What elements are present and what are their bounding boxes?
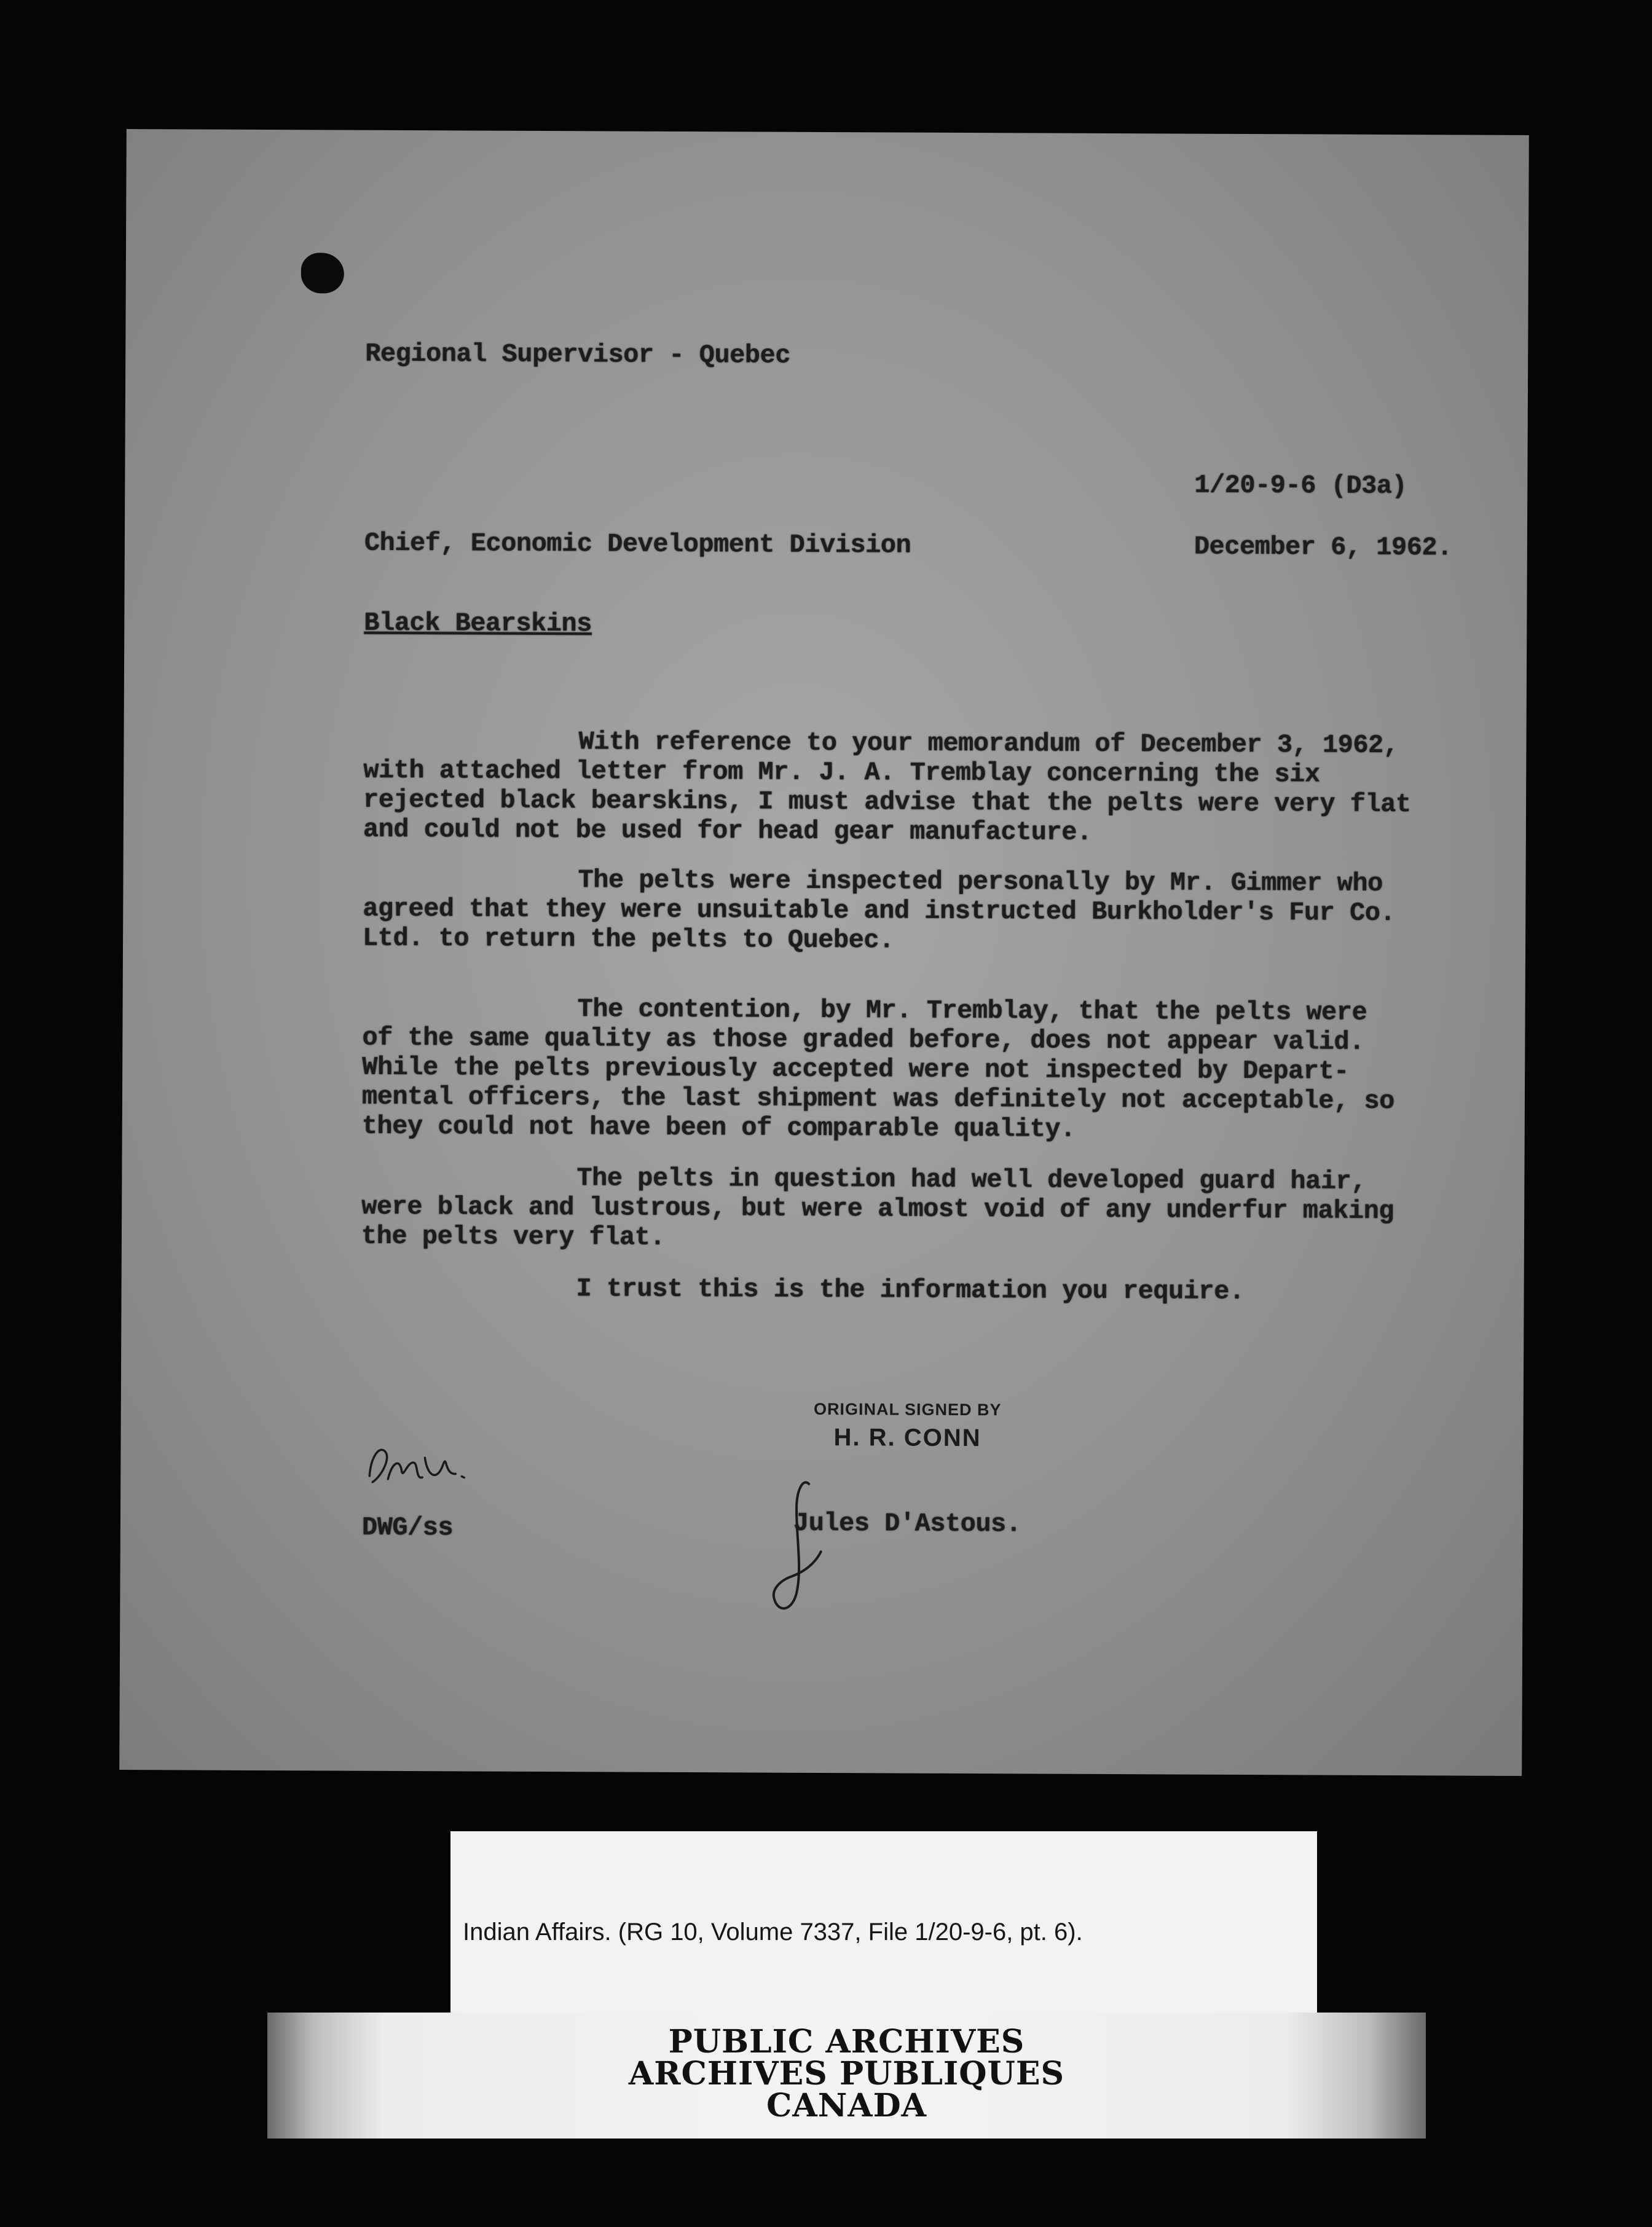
stamp-line-2: H. R. CONN	[833, 1424, 981, 1452]
paragraph-line: of the same quality as those graded before, does not appear valid.	[362, 1023, 1364, 1057]
public-archives-stamp	[267, 2013, 1426, 2139]
paragraph-line: The pelts in question had well developed guard hair,	[576, 1163, 1367, 1196]
paragraph-5	[361, 1273, 1492, 1308]
paragraph-line: The pelts were inspected personally by Mr. Gimmer who	[578, 865, 1383, 898]
paragraph-4	[361, 1163, 1493, 1256]
paragraph-line: and could not be used for head gear manufacture.	[363, 814, 1092, 847]
paragraph-line: While the pelts previously accepted were not inspected by Depart-	[362, 1052, 1350, 1086]
sender-line: Chief, Economic Development Division	[364, 528, 911, 560]
paragraph-line: I trust this is the information you require.	[576, 1274, 1245, 1306]
original-signed-stamp	[753, 1398, 1061, 1456]
recipient-line: Regional Supervisor - Quebec	[365, 339, 791, 371]
paragraph-line: Ltd. to return the pelts to Quebec.	[362, 923, 894, 956]
signatory-name: Jules D'Astous.	[793, 1508, 1021, 1539]
paragraph-3	[362, 994, 1493, 1146]
file-reference: 1/20-9-6 (D3a)	[1194, 470, 1407, 501]
paragraph-line: With reference to your memorandum of December 3, 1962,	[578, 727, 1399, 761]
archive-reference-label	[450, 1831, 1317, 2016]
stamp-line-1: ORIGINAL SIGNED BY	[813, 1399, 1002, 1420]
punch-hole	[301, 253, 344, 293]
archive-stamp-line-2: ARCHIVES PUBLIQUES	[628, 2055, 1065, 2092]
document-page	[119, 129, 1529, 1776]
paragraph-line: with attached letter from Mr. J. A. Tremblay concerning the six	[363, 755, 1320, 790]
typist-initials: DWG/ss	[361, 1512, 454, 1543]
subject-line: Black Bearskins	[364, 608, 592, 639]
document-date: December 6, 1962.	[1194, 532, 1452, 563]
paragraph-line: The contention, by Mr. Tremblay, that the pelts were	[577, 994, 1367, 1027]
archive-stamp-line-3: CANADA	[766, 2087, 927, 2124]
paragraph-line: agreed that they were unsuitable and instructed Burkholder's Fur Co.	[363, 894, 1396, 929]
handwritten-signature-icon	[753, 1472, 827, 1620]
paragraph-1	[363, 726, 1495, 849]
paragraph-line: the pelts very flat.	[361, 1221, 666, 1252]
paragraph-2	[363, 865, 1494, 958]
paragraph-line: rejected black bearskins, I must advise that the pelts were very flat	[363, 785, 1411, 820]
paragraph-line: they could not have been of comparable quality.	[361, 1111, 1076, 1144]
paragraph-line: were black and lustrous, but were almost void of any underfur making	[361, 1192, 1394, 1227]
archive-reference-text: Indian Affairs. (RG 10, Volume 7337, File 1/20-9-6, pt. 6).	[463, 1919, 1083, 1946]
handwritten-initials-icon	[363, 1439, 486, 1501]
archive-stamp-line-1: PUBLIC ARCHIVES	[668, 2023, 1025, 2060]
paragraph-line: mental officers, the last shipment was definitely not acceptable, so	[361, 1082, 1394, 1117]
